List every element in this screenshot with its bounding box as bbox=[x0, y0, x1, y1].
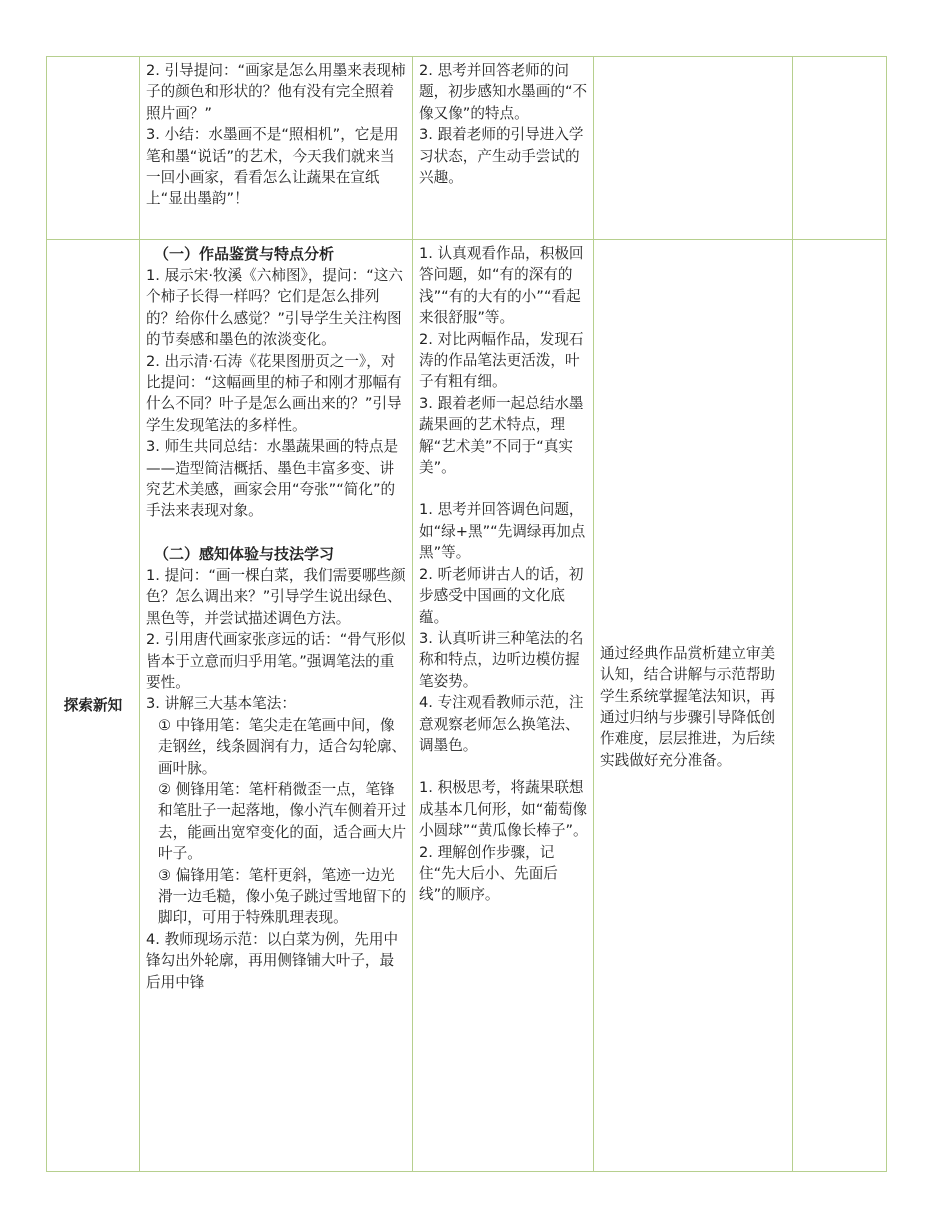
student-step: 3. 认真听讲三种笔法的名称和特点，边听边模仿握笔姿势。 bbox=[419, 629, 584, 690]
brush-method: ③ 偏锋用笔：笔杆更斜，笔迹一边光滑一边毛糙，像小兔子跳过雪地留下的脚印，可用于特殊肌理表现。 bbox=[158, 866, 407, 927]
student-step: 1. 积极思考，将蔬果联想成基本几何形，如“葡萄像小圆球”“黄瓜像长棒子”。 bbox=[419, 779, 588, 840]
brush-method: ① 中锋用笔：笔尖走在笔画中间，像走钢丝，线条圆润有力，适合勾轮廓、画叶脉。 bbox=[158, 716, 407, 777]
teacher-activity-cell bbox=[140, 57, 413, 240]
teacher-step: 1. 提问：“画一棵白菜，我们需要哪些颜色？怎么调出来？”引导学生说出绿色、黑色等，并尝试描述调色方法。 bbox=[146, 566, 406, 627]
student-step: 2. 思考并回答老师的问题，初步感知水墨画的“不像又像”的特点。 bbox=[419, 62, 588, 122]
section-heading: （一）作品鉴赏与特点分析 bbox=[154, 245, 335, 263]
student-activity-cell bbox=[413, 240, 594, 1172]
brush-method: ② 侧锋用笔：笔杆稍微歪一点，笔锋和笔肚子一起落地，像小汽车侧着开过去，能画出宽窄变化的面，适合画大片叶子。 bbox=[158, 780, 407, 863]
student-step: 2. 听老师讲古人的话，初步感受中国画的文化底蕴。 bbox=[419, 565, 584, 626]
design-purpose-cell bbox=[594, 240, 793, 1172]
student-step: 3. 跟着老师的引导进入学习状态，产生动手尝试的兴趣。 bbox=[419, 126, 584, 187]
design-purpose-text: 通过经典作品赏析建立审美认知，结合讲解与示范帮助学生系统掌握笔法知识，再通过归纳与步骤引导降低创作难度，层层推进，为后续实践做好充分准备。 bbox=[600, 644, 776, 769]
teacher-step: 2. 出示清·石涛《花果图册页之一》，对比提问：“这幅画里的柿子和刚才那幅有什么不同？叶子是怎么画出来的？”引导学生发现笔法的多样性。 bbox=[146, 352, 402, 434]
section-heading: （二）感知体验与技法学习 bbox=[154, 544, 335, 563]
stage-cell-empty bbox=[47, 57, 140, 240]
student-activity-cell bbox=[413, 57, 594, 240]
table-row bbox=[47, 240, 887, 1172]
teacher-step: 2. 引用唐代画家张彦远的话：“骨气形似皆本于立意而归乎用笔。”强调笔法的重要性。 bbox=[146, 631, 406, 691]
student-step: 3. 跟着老师一起总结水墨蔬果画的艺术特点，理解“艺术美”不同于“真实美”。 bbox=[419, 394, 584, 477]
student-step: 1. 思考并回答调色问题，如“绿+黑”“先调绿再加点黑”等。 bbox=[419, 501, 586, 562]
teacher-step: 3. 师生共同总结：水墨蔬果画的特点是——造型简洁概括、墨色丰富多变、讲究艺术美感，画家会用“夸张”“简化”的手法来表现对象。 bbox=[146, 438, 399, 520]
purpose-cell-empty bbox=[594, 57, 793, 240]
student-step: 2. 对比两幅作品，发现石涛的作品笔法更活泼，叶子有粗有细。 bbox=[419, 330, 584, 391]
teacher-step: 1. 展示宋·牧溪《六柿图》，提问：“这六个柿子长得一样吗？它们是怎么排列的？给你什么感觉？”引导学生关注构图的节奏感和墨色的浓淡变化。 bbox=[146, 267, 403, 349]
teacher-step: 3. 讲解三大基本笔法： bbox=[146, 695, 296, 713]
notes-cell-empty bbox=[793, 240, 887, 1172]
teacher-step: 3. 小结：水墨画不是“照相机”，它是用笔和墨“说话”的艺术，今天我们就来当一回小画家，看看怎么让蔬果在宣纸上“显出墨韵”！ bbox=[146, 126, 399, 208]
teacher-step: 2. 引导提问：“画家是怎么用墨来表现柿子的颜色和形状的？他有没有完全照着照片画？” bbox=[146, 62, 406, 122]
teacher-step: 4. 教师现场示范：以白菜为例，先用中锋勾出外轮廓，再用侧锋铺大叶子，最后用中锋 bbox=[146, 930, 399, 991]
student-step: 1. 认真观看作品，积极回答问题，如“有的深有的浅”“有的大有的小”“看起来很舒服”等。 bbox=[419, 245, 584, 327]
notes-cell-empty bbox=[793, 57, 887, 240]
student-step: 4. 专注观看教师示范，注意观察老师怎么换笔法、调墨色。 bbox=[419, 694, 584, 754]
student-step: 2. 理解创作步骤，记住“先大后小、先面后线”的顺序。 bbox=[419, 843, 558, 904]
stage-label: 探索新知 bbox=[47, 240, 140, 1172]
table-row bbox=[47, 57, 887, 240]
teacher-activity-cell bbox=[140, 240, 413, 1172]
lesson-plan-table bbox=[46, 56, 887, 1172]
